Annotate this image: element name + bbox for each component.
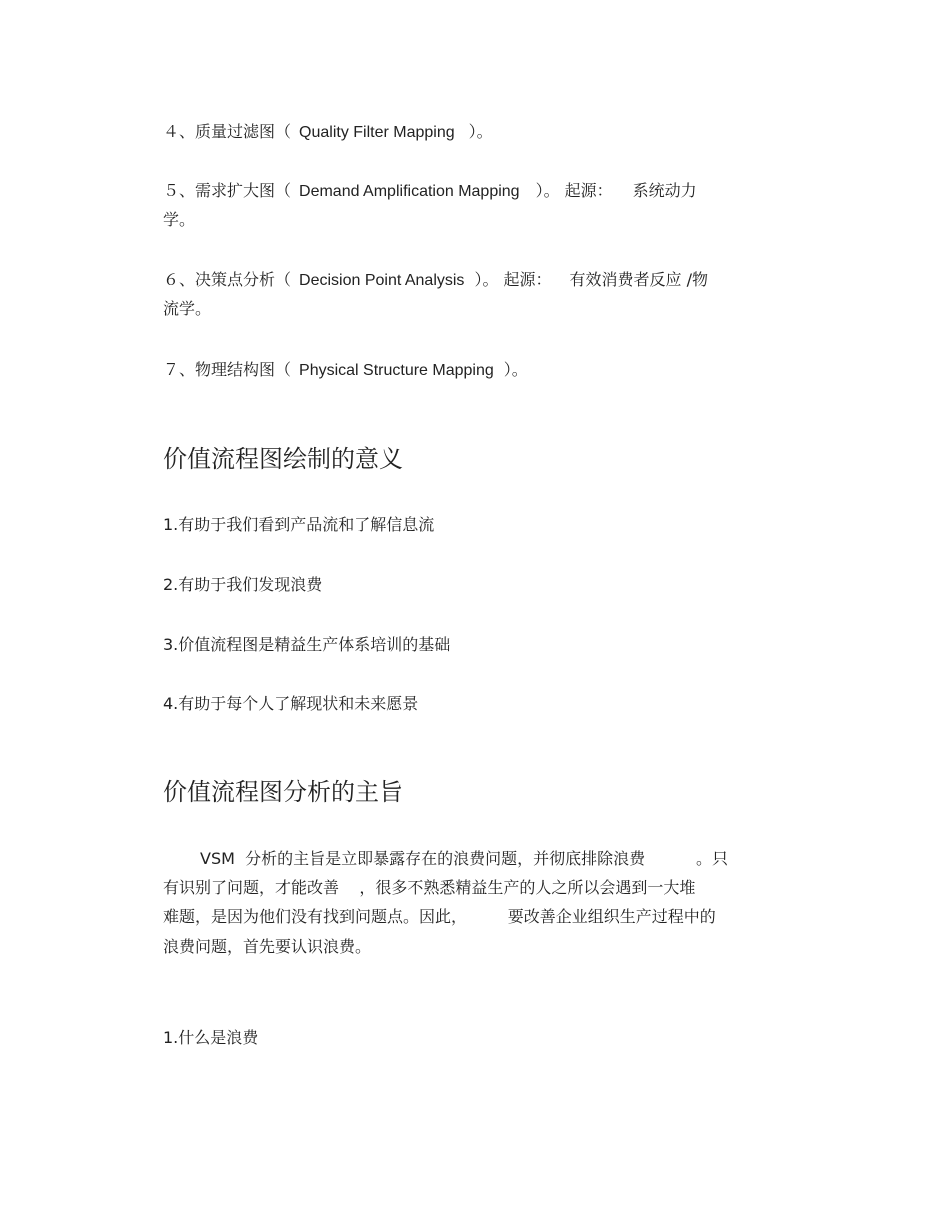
mapping-item-4-english: Quality Filter Mapping <box>299 124 455 141</box>
mapping-item-6 <box>163 270 708 291</box>
mapping-item-6-english: Decision Point Analysis <box>299 272 465 289</box>
purpose-paragraph-line-2: 有识别了问题，才能改善 ，很多不熟悉精益生产的人之所以会遇到一大堆 <box>163 878 696 897</box>
mapping-item-7-prefix: ７、物理结构图（ <box>163 360 292 379</box>
mapping-item-5-english: Demand Amplification Mapping <box>299 183 520 200</box>
mapping-item-6-wrap: 流学。 <box>163 299 212 318</box>
purpose-subitem-waste: 1.什么是浪费 <box>163 1028 259 1047</box>
mapping-item-5-wrap: 学。 <box>163 210 196 229</box>
meaning-item-3: 3.价值流程图是精益生产体系培训的基础 <box>163 635 451 654</box>
section-purpose-title: 价值流程图分析的主旨 <box>163 778 403 806</box>
mapping-item-7-english: Physical Structure Mapping <box>299 362 494 379</box>
purpose-paragraph-line-3: 难题，是因为他们没有找到问题点。因此， 要改善企业组织生产过程中的 <box>163 907 716 926</box>
mapping-item-6-suffix: ）。 起源： <box>474 270 552 289</box>
purpose-paragraph-line-1: VSM 分析的主旨是立即暴露存在的浪费问题，并彻底排除浪费 。只 <box>200 849 728 868</box>
mapping-item-7-suffix: ）。 <box>503 360 528 379</box>
meaning-item-4: 4.有助于每个人了解现状和未来愿景 <box>163 694 419 713</box>
purpose-paragraph-line-4: 浪费问题，首先要认识浪费。 <box>163 937 372 956</box>
meaning-item-2: 2.有助于我们发现浪费 <box>163 575 323 594</box>
mapping-item-5-prefix: ５、需求扩大图（ <box>163 181 292 200</box>
mapping-item-4-suffix: ）。 <box>468 122 493 141</box>
mapping-item-4 <box>163 122 493 143</box>
mapping-item-6-prefix: ６、决策点分析（ <box>163 270 292 289</box>
mapping-item-7 <box>163 360 528 381</box>
meaning-item-1: 1.有助于我们看到产品流和了解信息流 <box>163 515 435 534</box>
section-meaning-title: 价值流程图绘制的意义 <box>163 445 403 473</box>
mapping-item-5-tail: 系统动力 <box>632 181 697 200</box>
mapping-item-5 <box>163 181 697 202</box>
mapping-item-5-suffix: ）。 起源： <box>535 181 613 200</box>
mapping-item-6-tail: 有效消费者反应 /物 <box>569 270 709 289</box>
mapping-item-4-prefix: ４、质量过滤图（ <box>163 122 292 141</box>
